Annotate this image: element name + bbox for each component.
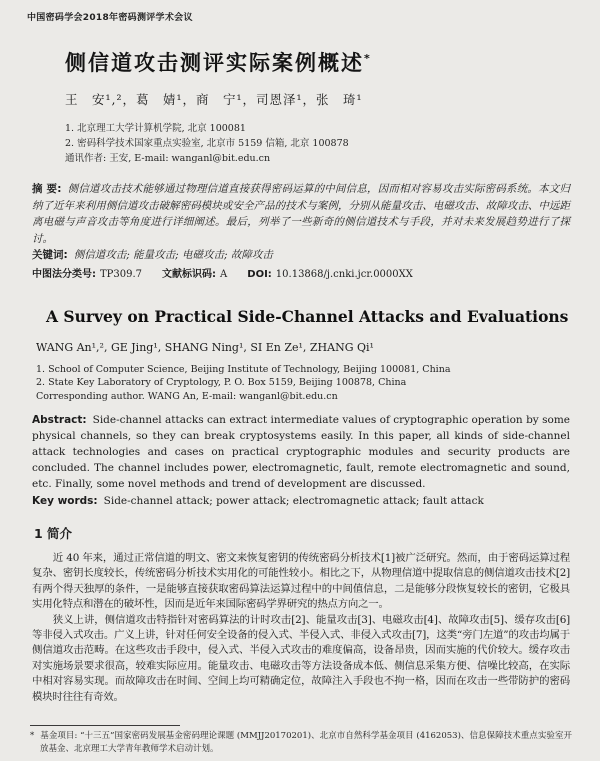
meta-line	[32, 266, 570, 283]
footnote-body: 基金项目: “十三五”国家密码发展基金密码理论课题 (MMJJ20170201)、北京市自然科学基金项目 (4162053)、信息保障技术重点实验室开放基金、北京理工大学青年教师学术启动计划。	[40, 731, 572, 754]
doc-code-value: A	[220, 268, 228, 280]
authors-cn: 王 安¹,²，葛 婧¹，商 宁¹，司恩泽¹，张 琦¹	[65, 92, 363, 107]
conference-header: 中国密码学会2018年密码测评学术会议	[27, 13, 193, 23]
doi-value: 10.13868/j.cnki.jcr.0000XX	[275, 268, 413, 280]
affiliation-en-2: 2. State Key Laboratory of Cryptology, P. O. Box 5159, Beijing 100878, China	[36, 377, 407, 388]
title-footnote-marker: *	[364, 52, 372, 65]
corresponding-author-cn: 通讯作者: 王安, E-mail: wanganl@bit.edu.cn	[65, 153, 271, 164]
body-paragraph-1: 近 40 年来，通过正常信道的明文、密文来恢复密钥的传统密码分析技术[1]被广泛研究。然而，由于密码运算过程复杂、密钥长度较长，传统密码分析技术实用化的可能性较小。相比之下，从物理信道中提取信息的侧信道攻击技术[2]有两个得天独厚的条件，一是能够直接获取密码算法运算过程中的中间值信息，二是能够分段恢复较长的密钥，它极具实用化特点和潜在的破坏性，因而是近年来国际密码学界研究的热点方向之一。	[32, 552, 570, 611]
paper-title-en: A Survey on Practical Side-Channel Attacks and Evaluations	[46, 306, 569, 326]
affiliations-cn	[65, 121, 570, 166]
footnote-text	[30, 730, 572, 756]
body-paragraph-2: 狭义上讲，侧信道攻击特指针对密码算法的计时攻击[2]、能量攻击[3]、电磁攻击[4]、故障攻击[5]、缓存攻击[6]等非侵入式攻击。广义上讲，针对任何安全设备的侵入式、半侵入式、非侵入式攻击[7]，这类“旁门左道”的攻击均属于侧信道攻击范畴。在这些攻击手段中，侵入式、半侵入式攻击的难度偏高，设备昂贵，因而实施的代价较大。缓存攻击对实施场景要求很高，较难实际应用。能量攻击、电磁攻击等方法设备成本低、侧信息采集方便、信噪比较高，在实际中相对容易实现。而故障攻击在时间、空间上均可精确定位，故障注入手段也不拘一格，因而在攻击一些带防护的密码模块时往往有奇效。	[32, 613, 570, 703]
abstract-cn-label: 摘 要:	[32, 183, 62, 195]
paper-title-cn-text: 侧信道攻击测评实际案例概述	[65, 51, 364, 75]
keywords-cn-label: 关键词:	[32, 249, 68, 261]
keywords-cn	[32, 247, 570, 264]
affiliation-cn-1: 1. 北京理工大学计算机学院, 北京 100081	[65, 123, 246, 134]
section-1-heading: 1 简介	[34, 526, 73, 541]
affiliation-cn-2: 2. 密码科学技术国家重点实验室, 北京市 5159 信箱, 北京 100878	[65, 138, 349, 149]
abstract-cn	[32, 181, 570, 247]
authors-en: WANG An¹,², GE Jing¹, SHANG Ning¹, SI En Ze¹, ZHANG Qi¹	[36, 340, 374, 354]
clc-label: 中图法分类号:	[32, 268, 96, 280]
abstract-en-text: Side-channel attacks can extract intermediate values of cryptographic operation by some physical channels, so they can break cryptosystems easily. In this paper, all kinds of side-channel attack technologies and cases on practical cryptographic modules and security products are concluded. The channel includes power, electromagnetic, fault, remote electromagnetic and sound, etc. Finally, some novel methods and trend of development are discussed.	[32, 414, 570, 490]
clc-value: TP309.7	[100, 268, 143, 280]
abstract-en-label: Abstract:	[32, 414, 87, 426]
keywords-en	[32, 493, 570, 509]
doi-label: DOI:	[247, 268, 272, 280]
footnote-marker: *	[30, 731, 35, 741]
doc-code-label: 文献标识码:	[162, 268, 217, 280]
abstract-cn-text: 侧信道攻击技术能够通过物理信道直接获得密码运算的中间信息，因而相对容易攻击实际密码系统。本文归纳了近年来利用侧信道攻击破解密码模块或安全产品的技术与案例，分别从能量攻击、电磁攻击、故障攻击、中远距离电磁与声音攻击等角度进行详细阐述。最后，列举了一些新奇的侧信道技术与手段，并对未来发展趋势进行了探讨。	[32, 183, 570, 245]
corresponding-author-en: Corresponding author. WANG An, E-mail: wanganl@bit.edu.cn	[36, 390, 338, 402]
footnote-rule	[30, 725, 180, 726]
keywords-en-text: Side-channel attack; power attack; electromagnetic attack; fault attack	[103, 495, 484, 507]
footnote	[30, 722, 572, 756]
keywords-cn-text: 侧信道攻击; 能量攻击; 电磁攻击; 故障攻击	[73, 249, 273, 261]
affiliations-en	[36, 363, 570, 404]
affiliation-en-1: 1. School of Computer Science, Beijing Institute of Technology, Beijing 100081, China	[36, 363, 451, 375]
paper-title-cn	[65, 46, 570, 76]
abstract-en	[32, 412, 570, 492]
keywords-en-label: Key words:	[32, 495, 98, 507]
